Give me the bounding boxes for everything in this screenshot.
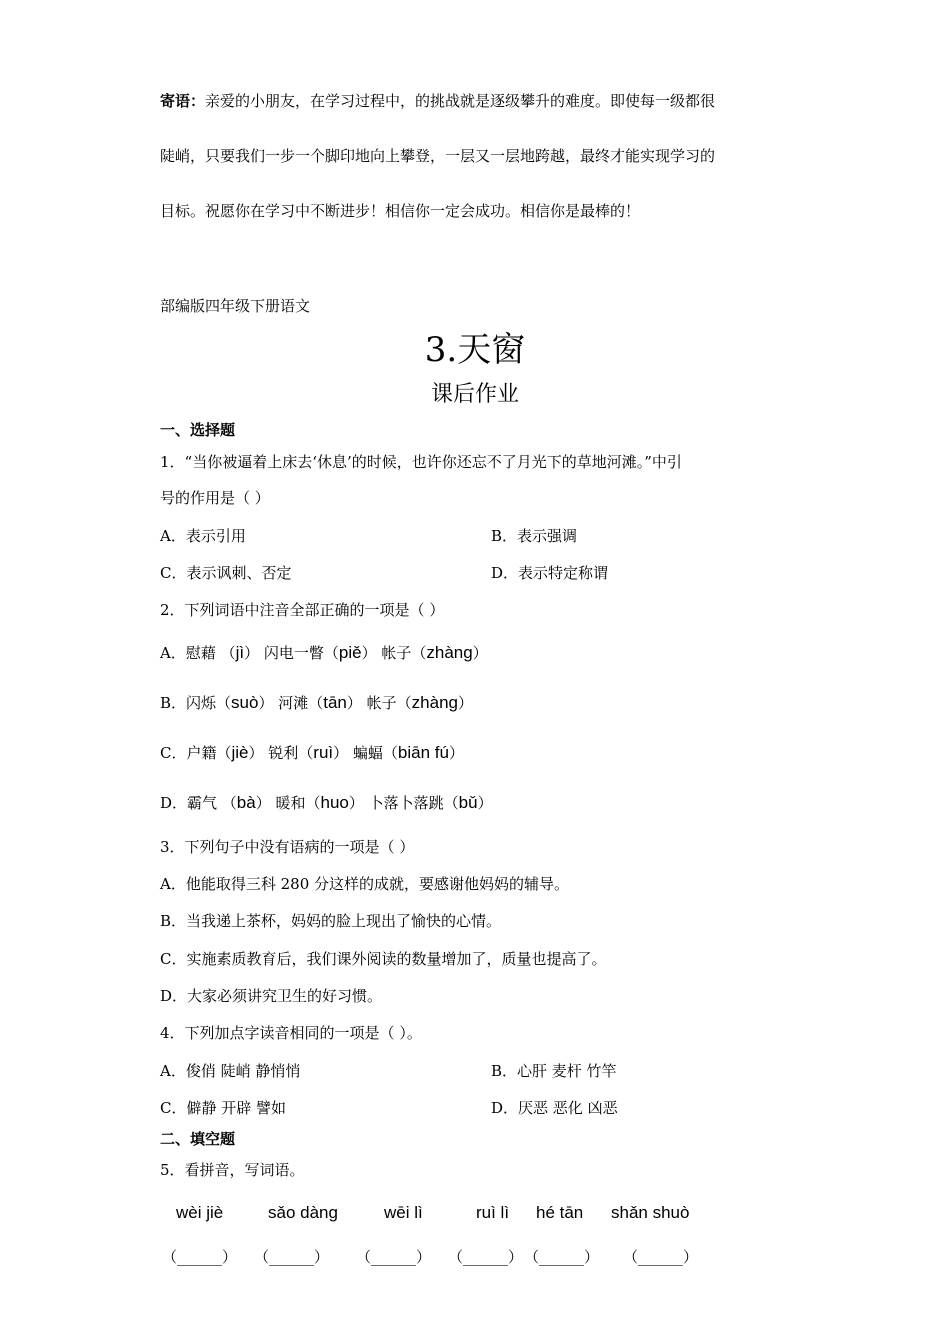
q2-c-mid-1: ） 锐利（ <box>248 744 314 762</box>
q2-b-mid-2: ） 帐子（ <box>346 694 412 712</box>
q3-stem: 3．下列句子中没有语病的一项是（ ） <box>160 838 415 856</box>
q2-b-end: ） <box>457 694 473 712</box>
q2-a-mid-1: ） 闪电一瞥（ <box>244 644 339 662</box>
q2-option-a <box>160 642 488 663</box>
q2-d-pinyin-3: bǔ <box>458 793 478 812</box>
q5-answer-blank-1[interactable]: （______） <box>162 1248 238 1266</box>
q2-a-pinyin-1: jì <box>235 643 245 662</box>
q1-option-a: A．表示引用 <box>160 527 246 545</box>
q1-option-b: B．表示强调 <box>491 527 578 545</box>
q2-d-pinyin-2: huo <box>320 793 349 812</box>
q5-pinyin-2: sǎo dàng <box>268 1203 338 1222</box>
q2-c-pinyin-2: ruì <box>313 743 334 762</box>
q2-a-pinyin-3: zhàng <box>426 643 473 662</box>
q1-option-d: D．表示特定称谓 <box>491 564 609 582</box>
intro-text-1: 亲爱的小朋友，在学习过程中，的挑战就是逐级攀升的难度。即使每一级都很 <box>205 92 716 110</box>
q5-answer-blank-2[interactable]: （______） <box>254 1248 330 1266</box>
page-title: 3.天窗 <box>424 330 526 370</box>
q3-option-b: B．当我递上茶杯，妈妈的脸上现出了愉快的心情。 <box>160 912 502 930</box>
q4-option-c: C．僻静 开辟 譬如 <box>160 1099 287 1117</box>
q2-d-end: ） <box>477 794 493 812</box>
book-label: 部编版四年级下册语文 <box>160 297 311 315</box>
q2-stem: 2．下列词语中注音全部正确的一项是（ ） <box>160 601 445 619</box>
q2-b-label: B．闪烁（ <box>160 694 232 712</box>
q2-c-mid-2: ） 蝙蝠（ <box>333 744 398 762</box>
q5-answer-blank-3[interactable]: （______） <box>356 1248 432 1266</box>
q2-b-pinyin-3: zhàng <box>411 693 458 712</box>
q2-a-label: A．慰藉 （ <box>160 644 236 662</box>
q2-c-pinyin-3: biān fú <box>397 743 449 762</box>
q1-stem-line-1: 1．“当你被逼着上床去‘休息’的时候，也许你还忘不了月光下的草地河滩。”中引 <box>160 453 682 471</box>
q2-c-label: C．户籍（ <box>160 744 232 762</box>
q5-pinyin-4: ruì lì <box>476 1203 510 1222</box>
q5-pinyin-6: shǎn shuò <box>611 1203 690 1222</box>
q2-option-d <box>160 792 493 813</box>
q5-answer-blank-4[interactable]: （______） <box>448 1248 524 1266</box>
q4-option-b: B．心肝 麦杆 竹竿 <box>491 1062 617 1080</box>
q4-option-a: A．俊俏 陡峭 静悄悄 <box>160 1062 301 1080</box>
page-subtitle: 课后作业 <box>430 382 519 407</box>
q2-a-mid-2: ） 帐子（ <box>361 644 427 662</box>
q2-option-b <box>160 692 473 713</box>
q2-b-pinyin-1: suò <box>231 693 259 712</box>
q2-d-pinyin-1: bà <box>236 793 256 812</box>
q3-option-a: A．他能取得三科 280 分这样的成就，要感谢他妈妈的辅导。 <box>160 875 570 893</box>
q2-b-pinyin-2: tān <box>323 693 347 712</box>
q2-d-mid-1: ） 暖和（ <box>255 794 321 812</box>
intro-line-3: 目标。祝愿你在学习中不断进步！相信你一定会成功。相信你是最棒的！ <box>160 202 641 220</box>
q2-a-pinyin-2: piě <box>338 643 362 662</box>
q5-pinyin-3: wēi lì <box>384 1203 423 1222</box>
intro-line-2: 陡峭，只要我们一步一个脚印地向上攀登，一层又一层地跨越，最终才能实现学习的 <box>160 147 716 165</box>
intro-line-1 <box>160 90 715 111</box>
q4-stem: 4．下列加点字读音相同的一项是（ ）。 <box>160 1024 422 1042</box>
q3-option-c: C．实施素质教育后，我们课外阅读的数量增加了，质量也提高了。 <box>160 950 607 968</box>
q2-d-mid-2: ） 卜落卜落跳（ <box>348 794 459 812</box>
intro-label: 寄语： <box>160 92 206 110</box>
section-heading-choice: 一、选择题 <box>160 421 236 439</box>
q5-answer-blank-6[interactable]: （______） <box>623 1248 699 1266</box>
q2-a-end: ） <box>472 644 488 662</box>
q2-c-pinyin-1: jiè <box>231 743 249 762</box>
q5-pinyin-5: hé tān <box>536 1203 584 1222</box>
q3-option-d: D．大家必须讲究卫生的好习惯。 <box>160 987 383 1005</box>
section-heading-fill: 二、填空题 <box>160 1130 236 1148</box>
q5-answer-blank-5[interactable]: （______） <box>524 1248 600 1266</box>
q4-option-d: D．厌恶 恶化 凶恶 <box>491 1099 618 1117</box>
q1-stem-line-2: 号的作用是（ ） <box>160 489 270 507</box>
q5-pinyin-1: wèi jiè <box>176 1203 224 1222</box>
q2-c-end: ） <box>448 744 464 762</box>
q2-b-mid-1: ） 河滩（ <box>258 694 324 712</box>
q5-stem: 5．看拼音，写词语。 <box>160 1161 305 1179</box>
q2-option-c <box>160 742 464 763</box>
q1-option-c: C．表示讽刺、否定 <box>160 564 292 582</box>
q2-d-label: D．霸气 （ <box>160 794 237 812</box>
